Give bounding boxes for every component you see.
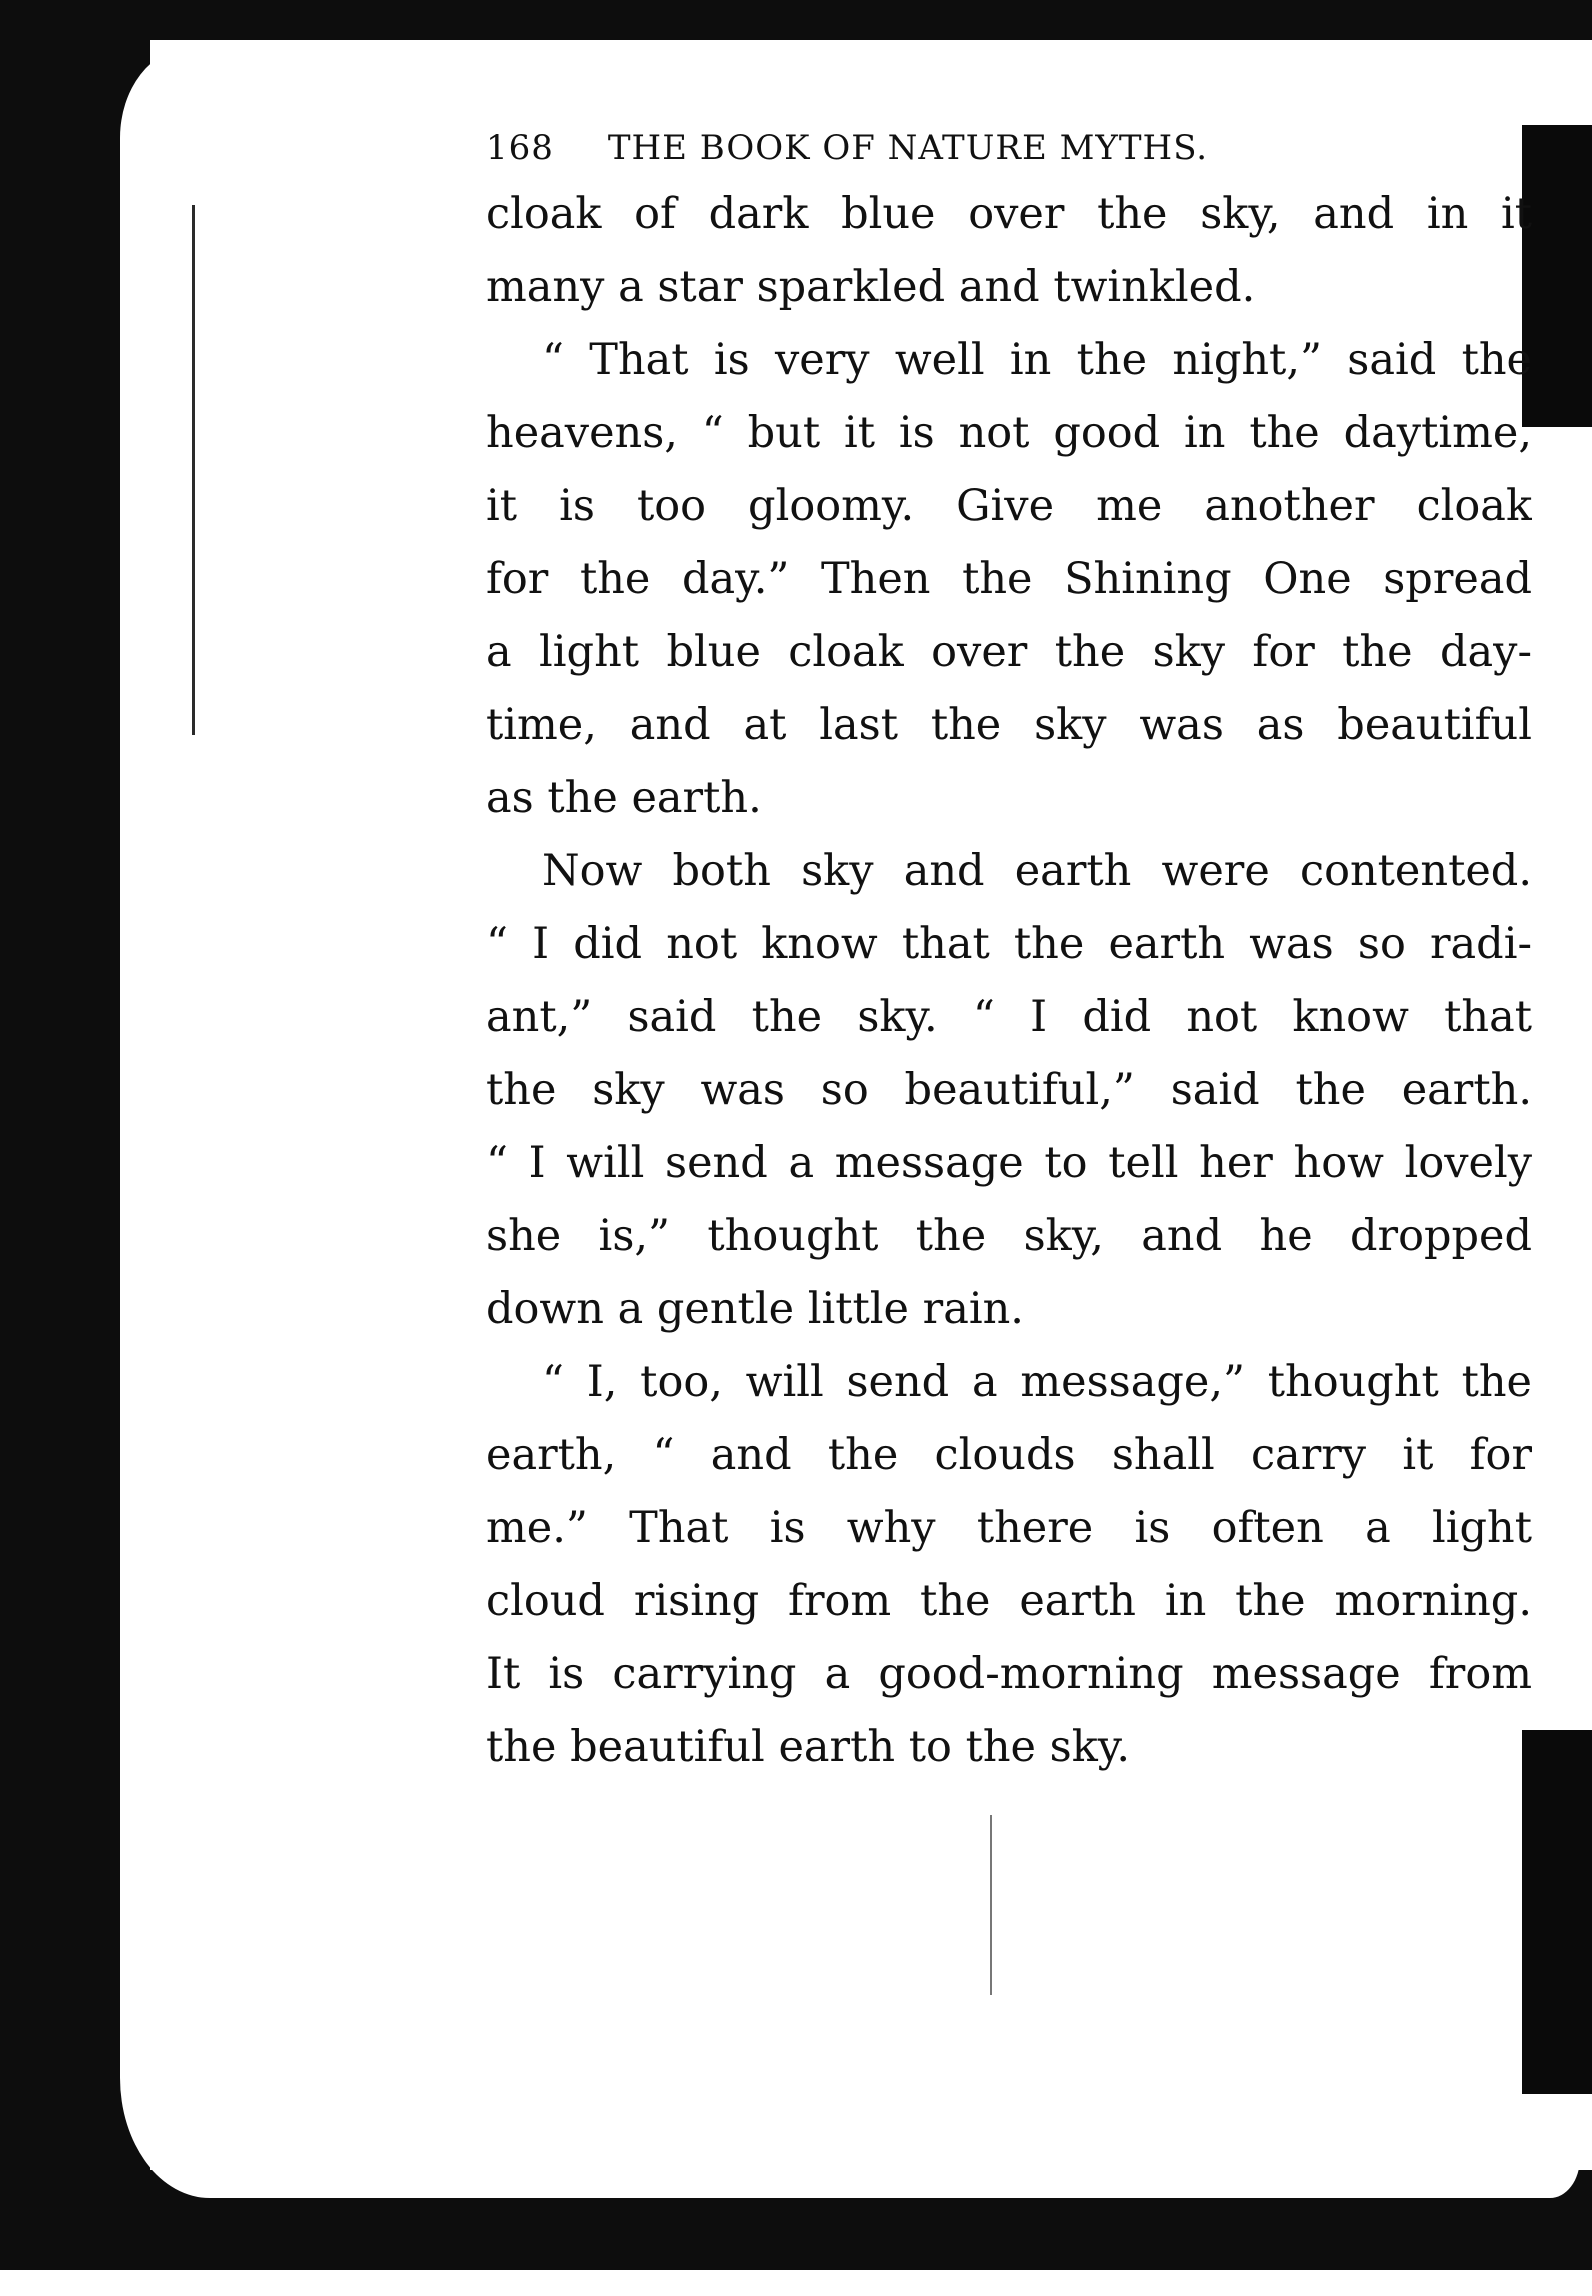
running-head-title: THE BOOK OF NATURE MYTHS. — [607, 128, 1209, 168]
text-line: “ I did not know that the earth was so radi- — [486, 919, 1532, 969]
text-line: many a star sparkled and twinkled. — [486, 262, 1256, 312]
facing-page-edge-bottom — [1522, 1730, 1592, 2094]
text-line: cloak of dark blue over the sky, and in it — [486, 189, 1532, 239]
text-line: as the earth. — [486, 773, 762, 823]
text-line: me.” That is why there is often a light — [486, 1503, 1532, 1553]
scan-border-top — [0, 0, 1592, 40]
text-line: ant,” said the sky. “ I did not know that — [486, 992, 1532, 1042]
text-line: the beautiful earth to the sky. — [486, 1722, 1131, 1772]
text-line: she is,” thought the sky, and he dropped — [486, 1211, 1532, 1261]
page-text — [486, 118, 1532, 1784]
text-line: for the day.” Then the Shining One spread — [486, 554, 1532, 604]
running-header — [486, 118, 1532, 178]
text-line: time, and at last the sky was as beautiful — [486, 700, 1532, 750]
text-line: “ I, too, will send a message,” thought the — [542, 1357, 1532, 1407]
text-line: “ I will send a message to tell her how lovely — [486, 1138, 1532, 1188]
page-number: 168 — [486, 128, 554, 168]
text-line: the sky was so beautiful,” said the earth. — [486, 1065, 1532, 1115]
text-line: It is carrying a good-morning message from — [486, 1649, 1532, 1699]
facing-page-edge-top — [1522, 125, 1592, 427]
text-line: Now both sky and earth were contented. — [542, 846, 1532, 896]
gutter-shadow-line — [192, 205, 195, 735]
text-line: “ That is very well in the night,” said the — [542, 335, 1532, 385]
text-line: down a gentle little rain. — [486, 1284, 1024, 1334]
scan-edge-bottom — [0, 2270, 1592, 2296]
text-line: cloud rising from the earth in the morning. — [486, 1576, 1532, 1626]
text-line: heavens, “ but it is not good in the daytime, — [486, 408, 1532, 458]
text-line: a light blue cloak over the sky for the day- — [486, 627, 1532, 677]
text-line: it is too gloomy. Give me another cloak — [486, 481, 1532, 531]
text-line: earth, “ and the clouds shall carry it for — [486, 1430, 1532, 1480]
fold-mark-line — [990, 1815, 992, 1995]
